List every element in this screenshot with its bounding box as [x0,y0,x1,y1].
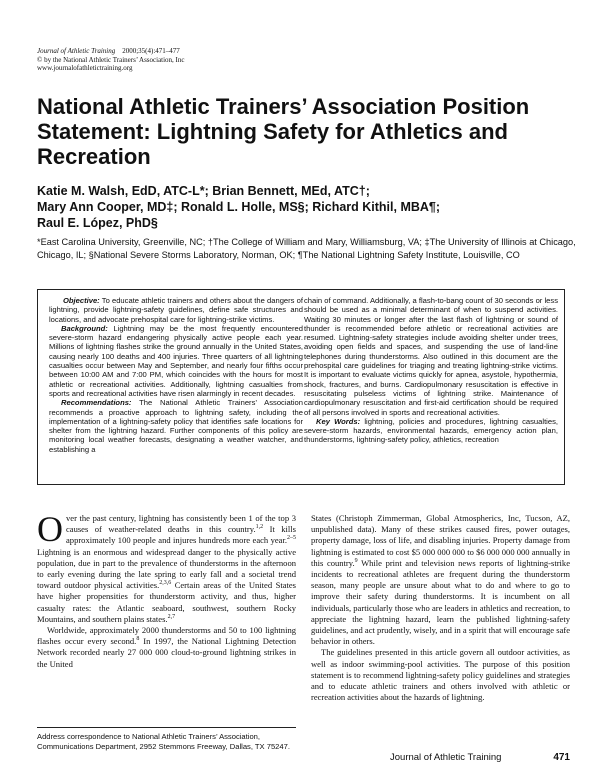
citation-ref: 2,7 [167,613,176,620]
body-column-left [37,509,296,670]
body-text: While print and television news reports of lightning-strike incidents to recreational athletes are frequent during the thunderstorm season, many people are unsure about what to do and where to go to improve their safety during thunderstorms. It is incumbent on all individuals, particularly those who are leaders in athletics and recreation, to appreciate the lightning hazard, learn the published lightning-safety guidelines, and act prudently, wisely, and in a spirit that will encourage safe behavior in others. [311,557,570,647]
author-line: Katie M. Walsh, EdD, ATC-L*; Brian Bennett, MEd, ATC†; [37,184,370,198]
author-list [37,183,577,231]
abstract-column-left [49,296,303,454]
author-line: Raul E. López, PhD§ [37,216,158,230]
footnote-divider [37,727,296,728]
body-text: In 1997, the National Lightning Detection Network recorded nearly 27 000 000 cloud-to-ground lightning strikes in the United [37,636,296,669]
abstract-recommendations-cont: chain of command. Additionally, a flash-to-bang count of 30 seconds or less should be used as a minimal determinant of when to suspend activities. Waiting 30 minutes or longer after the last flash of lightning or sound of thunder is recommended before athletic or recreational activities are resumed. Lightning-safety strategies include avoiding shelter under trees, avoiding open fields and spaces, and suspending the use of land-line telephones during thunderstorms. Also outlined in this document are the prehospital care guidelines for triaging and treating lightning-strike victims. It is important to evaluate victims quickly for apnea, asystole, hypothermia, shock, fractures, and burns. Cardiopulmonary resuscitation is effective in resuscitating pulseless victims of lightning strike. Maintenance of cardiopulmonary resuscitation and first-aid certification should be required of all persons involved in sports and recreational activities. [304,296,558,417]
body-text: Lightning is an enormous and widespread danger to the physically active population, due in part to the prevalence of thunderstorms in the afternoon to early evening during the late spring to early fall and a societal trend toward outdoor physical activities. [37,546,296,591]
abstract-background [49,324,303,398]
citation-ref: 2–5 [287,535,296,542]
body-text: States (Christoph Zimmerman, Global Atmospherics, Inc, Tucson, AZ, unpublished data). Many of these strikes caused fires, power outages, property damage, loss of life, and disabling injuries. Property damage from lightning is estimated to cost $5 000 000 000 to $6 000 000 000 annually in this country. [311,513,570,568]
abstract-keywords [304,417,558,445]
body-paragraph: The guidelines presented in this article govern all outdoor activities, as well as indoor swimming-pool activities. The purpose of this position statement is to recommend lightning-safety policy guidelines and strategies and to educate athletic trainers and others involved with athletic or recreation activities about the hazards of lightning. [311,647,570,703]
citation-ref: 1,2 [255,524,264,531]
citation: 2000;35(4):471–477 [122,47,180,55]
body-text: Worldwide, approximately 2000 thunderstorms and 50 to 100 lightning flashes occur every second. [37,625,296,647]
body-text: Certain areas of the United States have higher propensities for thunderstorm activity, and thus, higher casualty rates: the Atlantic seaboard, southwest, southern Rocky Mountains, and southern plains states. [37,580,296,624]
abstract-box [37,289,565,485]
footer-journal: Journal of Athletic Training [390,752,502,763]
body-text: ver the past century, lightning has consistently been 1 of the top 3 causes of weather-related deaths in this country. [66,513,296,535]
author-line: Mary Ann Cooper, MD‡; Ronald L. Holle, MS§; Richard Kithil, MBA¶; [37,200,441,214]
recommendations-label: Recommendations: [61,398,132,408]
article-title: National Athletic Trainers’ Association Position Statement: Lightning Safety for Athletics and Recreation [37,94,530,169]
body-column-right [311,513,570,703]
journal-url: www.journalofathletictraining.org [37,64,133,73]
affiliations: *East Carolina University, Greenville, NC; †The College of William and Mary, Williamsburg, VA; ‡The University of Illinois at Chicago, Chicago, IL; §National Severe Storms Laboratory, Norman, OK; ¶The National Lightning Safety Institute, Louisville, CO [37,237,576,260]
body-paragraph [37,625,296,670]
body-paragraph [311,513,570,647]
background-label: Background: [61,323,108,333]
drop-cap: O [37,509,63,549]
citation-ref: 2,3,6 [159,580,172,587]
citation-ref: 9 [354,557,358,564]
journal-name: Journal of Athletic Training [37,47,116,55]
abstract-column-right [304,296,558,445]
objective-label: Objective: [63,296,100,305]
abstract-recommendations [49,398,303,454]
body-paragraph [37,509,296,625]
recommendations-text: The National Athletic Trainers’ Association recommends a proactive approach to lightning safety, including the implementation of a lightning-safety policy that identifies safe locations for shelter from the lightning hazard. Further components of this policy are monitoring local weather forecasts, designating a weather watcher, and establishing a [49,398,303,454]
abstract-objective [49,296,303,324]
correspondence-footnote: Address correspondence to National Athletic Trainers’ Association, Communications Department, 2952 Stemmons Freeway, Dallas, TX 75247. [37,732,290,751]
keywords-text: lightning, policies and procedures, lightning casualties, severe-storm hazards, environmental hazards, emergency action plan, thunderstorms, lightning-safety policy, athletics, recreation [304,416,558,445]
body-text: It kills approximately 100 people and injures hundreds more each year. [66,524,296,546]
citation-ref: 8 [136,636,140,643]
copyright: © by the National Athletic Trainers’ Association, Inc [37,55,185,64]
journal-header [37,47,185,73]
keywords-label: Key Words: [316,416,361,426]
page-footer [390,752,570,763]
page-number: 471 [553,752,570,763]
objective-text: To educate athletic trainers and others about the dangers of lightning, provide lightning-safety guidelines, define safe structures and locations, and advocate prehospital care for lightning-strike victims. [49,296,303,324]
background-text: Lightning may be the most frequently encountered severe-storm hazard endangering physically active people each year. Millions of lightning flashes strike the ground annually in the United States, causing nearly 100 deaths and 400 injuries. Three quarters of all lightning casualties occur between May and September, and nearly four fifths occur between 10:00 AM and 7:00 PM, which coincides with the hours for most athletic or recreational activities. Additionally, lightning casualties from sports and recreational activities have risen alarmingly in recent decades. [49,323,303,398]
